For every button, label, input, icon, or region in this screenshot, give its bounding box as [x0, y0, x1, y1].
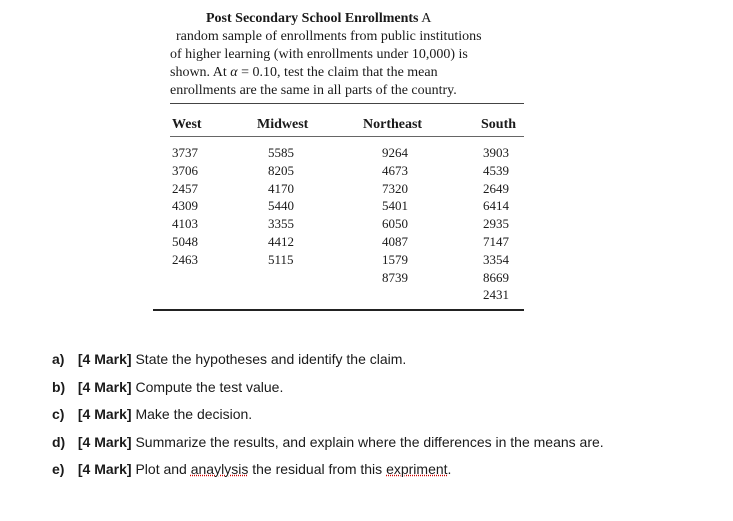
question-mark: [4 Mark] — [77, 461, 132, 477]
table-cell: 2431 — [483, 287, 509, 303]
question-letter: b) — [52, 379, 66, 395]
question-text: Make the decision. — [135, 406, 253, 422]
table-cell: 2457 — [172, 180, 198, 196]
table-cell: 8739 — [382, 269, 408, 285]
table-cell: 9264 — [382, 145, 408, 160]
table-cell: 5585 — [268, 145, 294, 160]
table-cell: 5440 — [268, 198, 294, 214]
column-west — [172, 144, 198, 269]
table-cell: 3354 — [483, 251, 509, 267]
problem-line2: random sample of enrollments from public institutions — [176, 29, 482, 44]
question-mark: [4 Mark] — [77, 351, 132, 367]
table-cell: 6050 — [382, 216, 408, 232]
question-letter: d) — [52, 434, 66, 450]
table-cell: 8205 — [268, 162, 294, 178]
question-text: Compute the test value. — [135, 379, 284, 395]
question-b — [52, 379, 283, 395]
question-letter: a) — [52, 351, 65, 367]
table-cell: 7147 — [483, 233, 509, 249]
table-cell: 4412 — [268, 233, 294, 249]
question-c — [52, 406, 252, 422]
table-cell: 5115 — [268, 251, 294, 267]
table-cell: 4309 — [172, 198, 198, 214]
question-mark: [4 Mark] — [77, 434, 132, 450]
table-cell: 4673 — [382, 162, 408, 178]
question-text-mid: the residual from this — [252, 461, 383, 477]
question-letter: e) — [52, 461, 65, 477]
misspelled-word: anaylysis — [190, 461, 249, 477]
question-text: Summarize the results, and explain where the differences in the means are. — [135, 434, 604, 450]
problem-statement — [170, 10, 530, 100]
table-header-rule — [170, 136, 524, 137]
table-cell: 1579 — [382, 251, 408, 267]
question-d — [52, 434, 604, 450]
table-cell: 3903 — [483, 145, 509, 160]
alpha-symbol: α — [230, 65, 238, 80]
question-letter: c) — [52, 406, 65, 422]
table-cell: 2935 — [483, 216, 509, 232]
question-a — [52, 351, 406, 367]
table-bottom-rule — [153, 309, 524, 311]
table-cell: 2463 — [172, 251, 198, 267]
table-cell: 4103 — [172, 216, 198, 232]
question-text-end: . — [447, 461, 452, 477]
table-cell: 2649 — [483, 180, 509, 196]
table-cell: 5048 — [172, 233, 198, 249]
problem-title: Post Secondary School Enrollments — [206, 11, 419, 26]
column-south — [483, 144, 509, 304]
table-cell: 7320 — [382, 180, 408, 196]
header-south: South — [481, 117, 517, 132]
table-cell: 4539 — [483, 162, 509, 178]
table-cell: 3355 — [268, 216, 294, 232]
question-mark: [4 Mark] — [77, 406, 132, 422]
question-text-pre: Plot and — [135, 461, 187, 477]
column-midwest — [268, 144, 294, 269]
table-cell: 4087 — [382, 233, 408, 249]
table-cell: 5401 — [382, 198, 408, 214]
question-mark: [4 Mark] — [77, 379, 132, 395]
header-northeast: Northeast — [363, 117, 423, 132]
table-cell: 4170 — [268, 180, 294, 196]
header-midwest: Midwest — [257, 117, 309, 132]
table-cell: 6414 — [483, 198, 509, 214]
question-e — [52, 461, 451, 477]
misspelled-word: expriment — [386, 461, 448, 477]
table-cell: 3706 — [172, 162, 198, 178]
header-west: West — [172, 117, 202, 132]
question-text: State the hypotheses and identify the claim. — [135, 351, 407, 367]
problem-line5: enrollments are the same in all parts of the country. — [170, 83, 457, 98]
problem-line3: of higher learning (with enrollments under 10,000) is — [170, 47, 468, 62]
problem-line4-post: = 0.10, test the claim that the mean — [241, 65, 438, 80]
table-top-rule — [170, 103, 524, 104]
problem-line4-pre: shown. At — [170, 65, 227, 80]
table-cell: 3737 — [172, 145, 198, 160]
table-cell: 8669 — [483, 269, 509, 285]
problem-line1-rest: A — [421, 11, 432, 26]
column-northeast — [382, 144, 408, 286]
